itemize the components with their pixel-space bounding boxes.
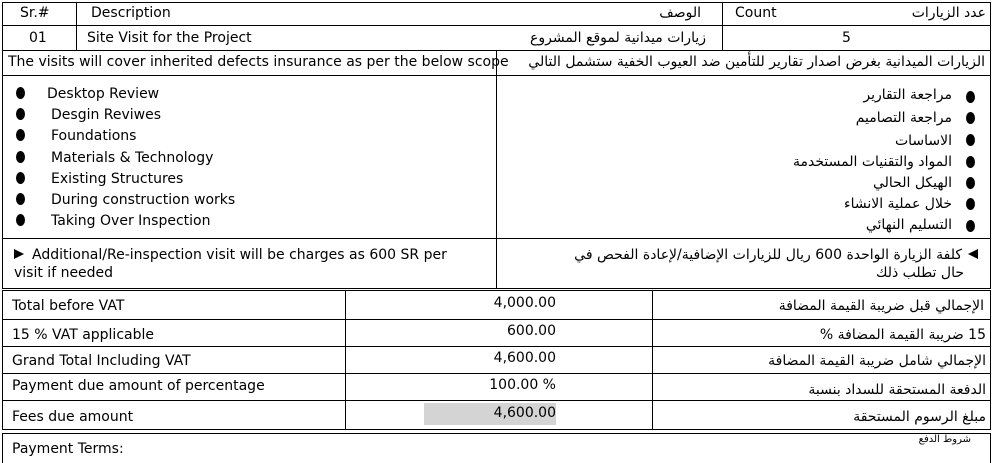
scope-intro: The visits will cover inherited defects insurance as per the below scope: [8, 54, 509, 70]
scope-item-ar: مراجعة التصاميم: [855, 110, 952, 126]
bullet-icon: [16, 172, 25, 184]
fees-due-label-ar: مبلغ الرسوم المستحقة: [853, 409, 986, 425]
grand-total-value: 4,600.00: [493, 350, 556, 366]
bullet-icon: [16, 87, 25, 99]
header-count-ar: عدد الزيارات: [911, 5, 986, 21]
header-description: Description: [91, 5, 171, 21]
scope-item-ar: الهيكل الحالي: [872, 175, 952, 191]
bullet-icon: [966, 156, 975, 168]
fees-due-value: 4,600.00: [493, 405, 556, 421]
bullet-icon: [16, 193, 25, 205]
fees-due-label: Fees due amount: [12, 409, 134, 425]
scope-item-ar: التسليم النهائي: [865, 217, 952, 233]
bullet-icon: [966, 134, 975, 146]
payment-terms-label-ar: شروط الدفع: [918, 434, 971, 445]
header-description-ar: الوصف: [659, 5, 701, 21]
bullet-icon: [966, 220, 975, 232]
total-label: Total before VAT: [12, 298, 125, 314]
scope-item: Existing Structures: [51, 171, 184, 187]
item-count: 5: [842, 30, 851, 46]
vat-value: 600.00: [507, 323, 556, 339]
scope-item-ar: الاساسات: [894, 133, 952, 149]
total-value: 4,000.00: [493, 295, 556, 311]
bullet-icon: [16, 151, 25, 163]
item-description-ar: زيارات ميدانية لموقع المشروع: [529, 30, 706, 46]
additional-note-line2: visit if needed: [14, 265, 114, 281]
triangle-left-icon: [968, 249, 978, 259]
header-sr: Sr.#: [20, 5, 50, 21]
bullet-icon: [16, 108, 25, 120]
scope-item-ar: المواد والتقنيات المستخدمة: [793, 154, 952, 170]
grand-total-label-ar: الإجمالي شامل ضريبة القيمة المضافة: [768, 353, 986, 369]
scope-item-ar: خلال عملية الانشاء: [843, 196, 952, 212]
bullet-icon: [966, 112, 975, 124]
scope-item-ar: مراجعة التقارير: [863, 87, 952, 103]
triangle-right-icon: [14, 249, 24, 259]
scope-item: Materials & Technology: [51, 150, 214, 166]
payment-percentage-label: Payment due amount of percentage: [12, 378, 265, 394]
total-label-ar: الإجمالي قبل ضريبة القيمة المضافة: [778, 298, 984, 314]
additional-note-ar-line2: حال تطلب ذلك: [875, 265, 964, 281]
additional-note-line1: Additional/Re-inspection visit will be charges as 600 SR per: [32, 247, 447, 263]
bullet-icon: [966, 177, 975, 189]
scope-item: Desgin Reviwes: [51, 107, 162, 123]
vat-label: 15 % VAT applicable: [12, 327, 154, 343]
vat-label-ar: 15 ضريبة القيمة المضافة %: [819, 327, 986, 343]
header-count: Count: [735, 5, 777, 21]
scope-item: During construction works: [51, 192, 236, 208]
payment-terms-label: Payment Terms:: [12, 441, 124, 457]
grand-total-label: Grand Total Including VAT: [12, 353, 191, 369]
item-description: Site Visit for the Project: [87, 30, 252, 46]
scope-item: Desktop Review: [47, 86, 160, 102]
item-sr: 01: [29, 30, 47, 46]
bullet-icon: [16, 129, 25, 141]
payment-percentage-label-ar: الدفعة المستحقة للسداد بنسبة: [808, 382, 986, 398]
scope-intro-ar: الزيارات الميدانية بغرض اصدار تقارير للتأمين ضد العيوب الخفية ستشمل التالي: [528, 54, 985, 70]
bullet-icon: [966, 91, 975, 103]
bullet-icon: [16, 214, 25, 226]
bullet-icon: [966, 198, 975, 210]
scope-item: Taking Over Inspection: [51, 213, 211, 229]
additional-note-ar-line1: كلفة الزيارة الواحدة 600 ريال للزيارات الإضافية/لإعادة الفحص في: [574, 247, 962, 263]
scope-item: Foundations: [51, 128, 137, 144]
payment-percentage-value: 100.00 %: [489, 377, 556, 393]
